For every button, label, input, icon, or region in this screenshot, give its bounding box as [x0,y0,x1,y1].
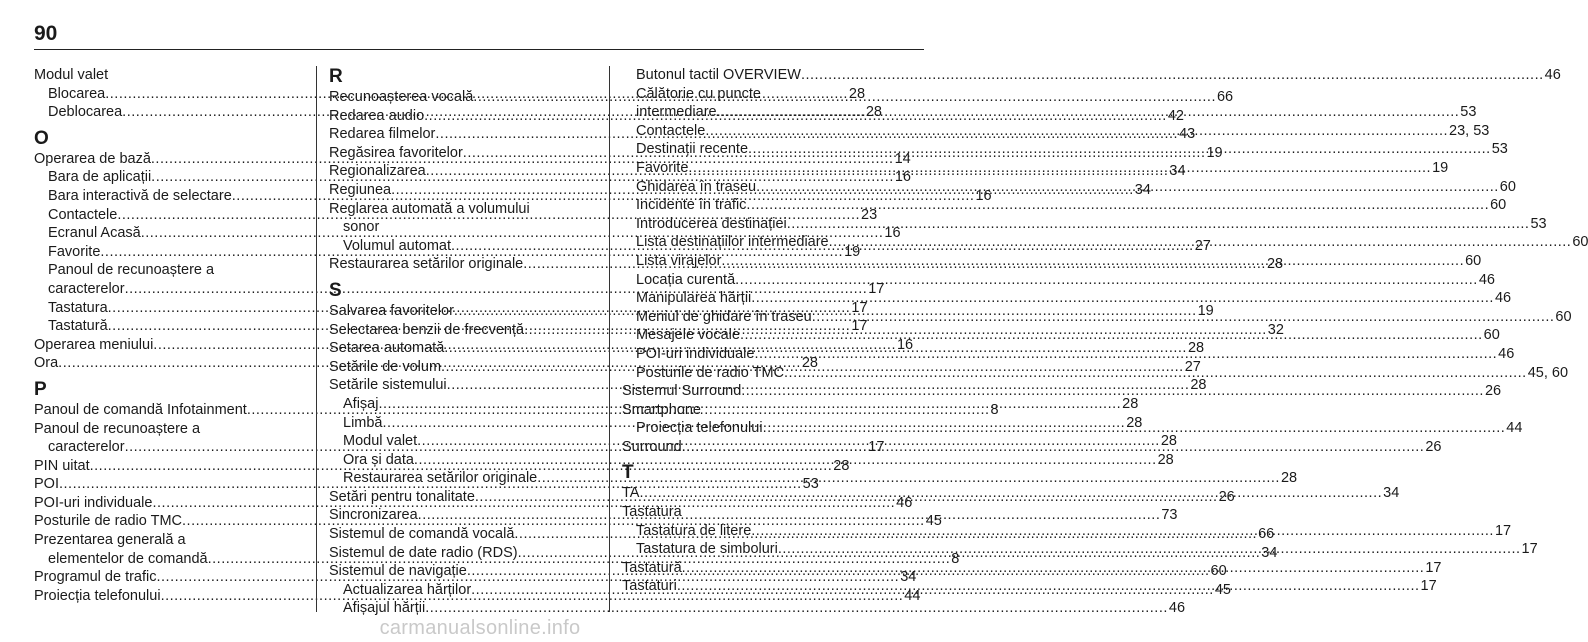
index-entry-page: 17 [1425,559,1442,576]
index-entry-page: 45 [1214,581,1231,598]
index-entry[interactable] [622,196,1507,215]
index-entry-page: 34 [1261,544,1278,561]
dot-leader [682,559,1425,578]
index-entry-term: Incidente în trafic [636,197,747,214]
index-entry-page: 16 [894,169,911,186]
index-entry-page: 28 [1280,470,1298,487]
dot-leader [812,308,1555,327]
index-entry-page: 17 [868,280,885,297]
index-entry-term: Selectarea benzii de frecvență [329,321,525,338]
index-entry-term: Butonul tactil OVERVIEW [636,67,801,83]
dot-leader [787,215,1530,234]
index-entry-term: Favorite [636,159,689,176]
index-entry-term: Tastatura de simboluri [636,541,778,558]
index-entry-term: Tastatura de litere [636,522,752,539]
index-entry-page: 23, 53 [1449,122,1490,139]
index-entry-page: 17 [868,439,885,456]
index-entry-term: Afișajul hărții [343,600,426,617]
index-entry-page: 34 [900,569,917,586]
index-entry-page: 28 [1122,395,1139,412]
index-entry-term: Ecranul Acasă [48,225,141,242]
index-entry-term: Tastatură [622,559,682,576]
index-letter-heading: S [329,279,342,301]
index-entry-page: 28 [1160,433,1177,450]
index-entry-term: Programul de trafic [34,569,157,586]
index-entry-term: POI-uri individuale [636,345,755,362]
index-entry-page: 53 [1491,141,1508,158]
dot-leader [705,122,1448,141]
index-entry-page: 28 [833,457,850,474]
index-entry-page: 28 [1126,414,1143,431]
index-entry-page: 60 [1572,234,1588,251]
index-entry-term: Sistemul de navigație [329,563,467,580]
index-entry-term: Operarea de bază [34,150,151,167]
index-entry-term: Proiecția telefonului [636,420,763,437]
index-entry-page: 26 [1484,383,1502,400]
index-entry-term: Tastatura [48,299,108,316]
index-entry-term: Lista virajelor [636,252,722,269]
index-entry-page: 28 [865,104,882,121]
index-entry-page: 28 [1266,256,1284,273]
index-entry-page: 17 [1494,522,1512,539]
header-rule [34,49,924,50]
index-entry-term: Limbă [343,414,383,431]
index-entry-page: 44 [1506,420,1523,437]
dot-leader [746,196,1489,215]
index-entry-term: Redarea audio [329,107,425,124]
index-entry-page: 42 [1167,107,1184,124]
index-entry-page: 45 [925,513,942,530]
index-entry-page: 73 [1161,507,1178,524]
index-entry-page: 46 [1478,271,1495,288]
index-term: Prezentarea generală a [34,532,186,549]
index-term: sonor [343,219,380,236]
index-entry-page: 28 [848,85,866,102]
index-entry-page: 46 [1498,345,1515,362]
index-entry-page: 14 [894,150,911,167]
index-letter-heading: P [34,378,47,400]
dot-leader [748,140,1491,159]
page-number: 90 [34,22,58,45]
index-entry[interactable] [329,599,1186,618]
index-entry-term: Ora și data [343,451,414,468]
index-entry-page: 27 [1184,358,1201,375]
index-entry-page: 46 [1168,600,1186,617]
index-entry-page: 16 [975,187,992,204]
index-entry-term: Contactele [636,122,706,139]
index-entry-term: Operarea meniului [34,336,154,353]
dot-leader [778,540,1521,559]
index-term: Modul valet [34,67,109,83]
index-entry-term: Posturile de radio TMC [34,513,183,530]
index-entry[interactable] [622,271,1495,290]
index-entry-term: Setarea automată [329,340,445,357]
dot-leader [763,419,1506,438]
index-entry-term: Restaurarea setărilor originale [329,256,524,273]
index-entry-page: 66 [1216,89,1234,105]
index-entry-page: 19 [1432,159,1449,176]
index-entry-term: Meniul de ghidare în traseu [636,308,812,325]
dot-leader [751,289,1494,308]
index-entry-page: 28 [1187,340,1205,357]
index-entry-page: 60 [1555,308,1572,325]
index-entry-page: 17 [1420,578,1437,595]
index-entry-page: 60 [1210,563,1227,580]
index-term: Călătorie cu puncte [636,85,761,102]
index-entry-term: PIN uitat [34,457,90,474]
dot-leader [751,522,1494,541]
index-entry-page: 27 [1194,237,1211,254]
index-entry-page: 66 [1258,526,1275,543]
index-entry-page: 53 [1460,104,1477,121]
index-entry-term: Modul valet [343,433,418,450]
index-entry-term: Contactele [48,206,118,223]
index-entry-page: 44 [904,587,921,604]
index-entry-term: Redarea filmelor [329,126,436,143]
dot-leader [717,103,1460,122]
index-entry-term: Posturile de radio TMC [636,364,785,381]
index-entry-page: 32 [1267,321,1284,338]
index-entry-page: 17 [1521,541,1538,558]
index-entry-term: Favorite [48,243,101,260]
index-entry-page: 19 [1197,302,1214,319]
index-entry-page: 60 [1499,178,1516,195]
index-entry-term: Blocarea [48,85,106,102]
index-entry-term: Regiunea [329,181,392,198]
index-entry-page: 53 [802,476,819,493]
index-entry-term: Introducerea destinației [636,215,787,232]
index-letter-heading: R [329,66,343,87]
index-entry-term: Afișaj [343,395,379,412]
index-entry-term: Sistemul de comandă vocală [329,526,515,543]
index-entry-page: 34 [1169,163,1186,180]
index-entry-term: POI-uri individuale [34,494,153,511]
index-entry[interactable] [329,451,1174,470]
index-entry-page: 17 [851,318,868,335]
index-entry-page: 17 [851,299,868,316]
index-entry-page: 53 [1530,215,1547,232]
column-divider [609,66,610,612]
index-entry-term: Setările de volum [329,358,442,375]
dot-leader [721,252,1464,271]
index-entry-page: 46 [896,494,913,511]
index-term: Tastatura [622,504,682,521]
index-entry-term: Manipularea hărții [636,290,752,307]
index-entry-page: 28 [1190,377,1207,394]
index-entry-term: Regionalizarea [329,163,426,180]
index-entry-page: 8 [951,550,960,567]
index-entry-page: 60 [1490,197,1507,214]
index-entry-term: Volumul automat [343,237,452,254]
index-entry-term: Locația curentă [636,271,736,288]
index-entry-term: Ghidarea în traseu [636,178,757,195]
index-entry-term: Restaurarea setărilor originale [343,470,538,487]
index-entry-page: 26 [1425,438,1442,455]
index-entry-page: 8 [990,401,999,418]
index-entry-page: 28 [1157,451,1174,468]
dot-leader [829,233,1572,252]
dot-leader [425,599,1168,618]
index-term: Panoul de recunoaștere a [48,262,215,279]
index-entry-term: Recunoașterea vocală [329,89,474,105]
index-entry-term: TA [622,485,640,502]
index-entry-term: Actualizarea hărților [343,581,472,598]
index-entry-page: 60 [1483,327,1500,344]
index-entry-page: 43 [1179,126,1196,143]
index-entry[interactable] [622,66,1561,85]
index-entry-page: 26 [1218,488,1235,505]
index-term: Smartphone [622,401,701,418]
index-entry-page: 19 [1206,144,1223,161]
index-entry-term: Bara interactivă de selectare [48,187,232,204]
index-entry-term: Bara de aplicații [48,169,152,186]
index-entry-term: Lista destinațiilor intermediare [636,234,829,251]
index-entry-term: Mesajele vocale [636,327,740,344]
index-entry-term: POI [34,476,59,493]
index-entry-page: 34 [1383,485,1400,502]
index-entry-term: Sistemul de date radio (RDS) [329,544,518,561]
index-entry[interactable] [622,289,1512,308]
index-entry-page: 46 [1544,67,1561,83]
index-term: Reglarea automată a volumului [329,200,530,217]
index-entry-term: Setările sistemului [329,377,447,394]
index-entry-page: 46 [1494,290,1512,307]
dot-leader [682,438,1425,457]
column-divider [316,66,317,612]
index-entry-term: Salvarea favoritelor [329,302,454,319]
index-entry-term: Sistemul Surround [622,383,742,400]
index-entry-page: 23 [861,206,878,223]
index-entry-term: Tastatură [48,318,108,335]
dot-leader [801,66,1544,85]
index-entry-term: Panoul de comandă Infotainment [34,401,247,418]
index-entry-page: 19 [844,243,861,260]
index-term: Panoul de recunoaștere a [34,420,201,437]
index-entry-term: Tastaturi [622,578,677,595]
dot-leader [756,178,1499,197]
dot-leader [688,159,1431,178]
index-entry-term: Surround [622,438,682,455]
index-entry-term: Destinații recente [636,141,749,158]
index-entry-term: Sincronizarea [329,507,418,524]
index-entry-page: 28 [801,355,818,372]
watermark: carmanualsonline.info [379,617,581,639]
index-entry-page: 34 [1134,181,1151,198]
index-letter-heading: O [34,127,49,149]
index-entry-term: caracterelor [48,280,125,297]
index-entry-term: Proiecția telefonului [34,587,161,604]
index-letter-heading: T [622,462,634,484]
index-entry-term: Regăsirea favoritelor [329,144,463,161]
index-entry-page: 16 [896,336,914,353]
dot-leader [784,364,1527,383]
index-entry-term: Setări pentru tonalitate [329,488,475,505]
index-entry-term: caracterelor [48,439,125,456]
dot-leader [677,577,1420,596]
index-entry-term: intermediare [636,104,717,121]
dot-leader [754,345,1497,364]
dot-leader [740,326,1483,345]
index-entry-term: Deblocarea [48,104,123,121]
index-entry-term: Ora [34,355,59,372]
index-entry-term: elementelor de comandă [48,550,208,567]
dot-leader [735,271,1478,290]
dot-leader [741,382,1484,401]
index-entry-page: 60 [1465,252,1482,269]
index-entry-page: 45, 60 [1527,364,1569,381]
index-entry-page: 16 [884,225,901,242]
dot-leader [639,484,1382,503]
